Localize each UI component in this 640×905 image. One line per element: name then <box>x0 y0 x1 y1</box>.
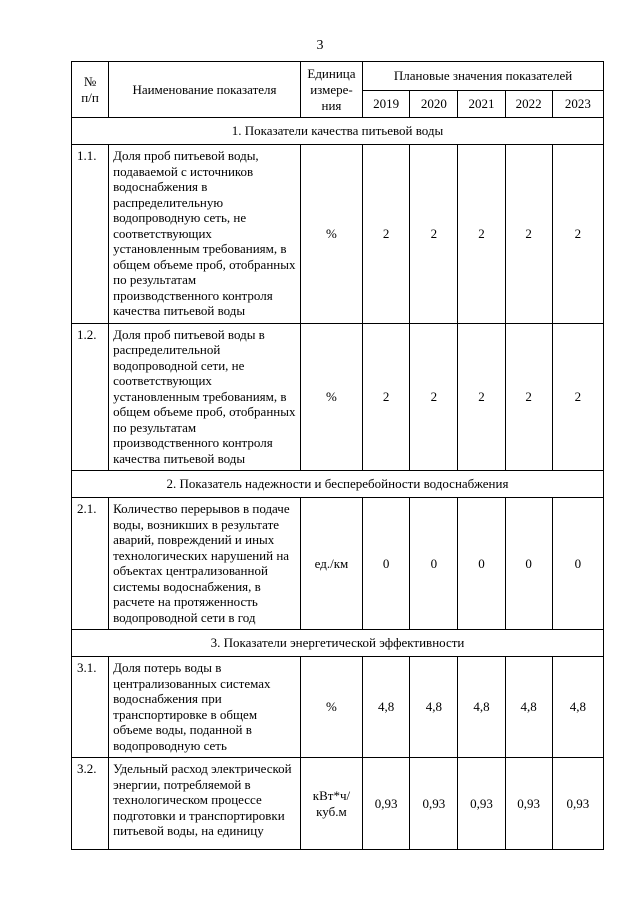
value-cell: 0 <box>363 498 410 630</box>
value-cell: 2 <box>410 323 458 471</box>
indicator-name: Доля проб питьевой воды, подаваемой с источников водоснабжения в распределительную водопроводную сеть, не соответствующих установленным требованиям, в общем объеме проб, отобранных по результатам производственного контроля качества питьевой воды <box>109 145 301 324</box>
header-year: 2023 <box>552 91 603 118</box>
header-unit: Единица измере-ния <box>300 62 362 118</box>
value-cell: 0,93 <box>552 758 603 850</box>
unit-cell: ед./км <box>300 498 362 630</box>
header-name: Наименование показателя <box>109 62 301 118</box>
value-cell: 4,8 <box>552 657 603 758</box>
table-row <box>72 758 604 850</box>
unit-cell: % <box>300 657 362 758</box>
section-row <box>72 118 604 145</box>
value-cell: 2 <box>363 145 410 324</box>
page-number: 3 <box>316 38 324 53</box>
unit-cell: % <box>300 323 362 471</box>
value-cell: 2 <box>505 323 552 471</box>
unit-cell: % <box>300 145 362 324</box>
value-cell: 2 <box>410 145 458 324</box>
header-year: 2022 <box>505 91 552 118</box>
value-cell: 2 <box>552 145 603 324</box>
section-title: 1. Показатели качества питьевой воды <box>72 118 604 145</box>
value-cell: 0 <box>505 498 552 630</box>
section-title: 2. Показатель надежности и бесперебойности водоснабжения <box>72 471 604 498</box>
value-cell: 0 <box>552 498 603 630</box>
value-cell: 0,93 <box>458 758 505 850</box>
unit-cell: кВт*ч/ куб.м <box>300 758 362 850</box>
row-number: 1.1. <box>72 145 109 324</box>
value-cell: 0,93 <box>505 758 552 850</box>
value-cell: 2 <box>458 323 505 471</box>
value-cell: 0,93 <box>363 758 410 850</box>
table-row <box>72 657 604 758</box>
header-planned: Плановые значения показателей <box>363 62 604 91</box>
value-cell: 0 <box>410 498 458 630</box>
value-cell: 4,8 <box>458 657 505 758</box>
row-number: 3.2. <box>72 758 109 850</box>
value-cell: 0 <box>458 498 505 630</box>
header-year: 2019 <box>363 91 410 118</box>
value-cell: 4,8 <box>410 657 458 758</box>
value-cell: 0,93 <box>410 758 458 850</box>
section-row <box>72 471 604 498</box>
value-cell: 2 <box>363 323 410 471</box>
value-cell: 4,8 <box>363 657 410 758</box>
row-number: 2.1. <box>72 498 109 630</box>
value-cell: 2 <box>505 145 552 324</box>
value-cell: 2 <box>552 323 603 471</box>
header-num: № п/п <box>72 62 109 118</box>
indicators-table <box>71 61 604 850</box>
table-row <box>72 498 604 630</box>
row-number: 3.1. <box>72 657 109 758</box>
table-row <box>72 145 604 324</box>
table-row <box>72 323 604 471</box>
row-number: 1.2. <box>72 323 109 471</box>
indicator-name: Удельный расход электрической энергии, потребляемой в технологическом процессе подготовки и транспортировки питьевой воды, на единицу <box>109 758 301 850</box>
header-year: 2020 <box>410 91 458 118</box>
indicator-name: Доля потерь воды в централизованных системах водоснабжения при транспортировке в общем объеме воды, поданной в водопроводную сеть <box>109 657 301 758</box>
indicator-name: Доля проб питьевой воды в распределительной водопроводной сети, не соответствующих установленным требованиям, в общем объеме проб, отобранных по результатам производственного контроля качества питьевой воды <box>109 323 301 471</box>
indicator-name: Количество перерывов в подаче воды, возникших в результате аварий, повреждений и иных технологических нарушений на объектах централизованной системы водоснабжения, в расчете на протяженность водопроводной сети в год <box>109 498 301 630</box>
value-cell: 4,8 <box>505 657 552 758</box>
section-row <box>72 630 604 657</box>
value-cell: 2 <box>458 145 505 324</box>
header-year: 2021 <box>458 91 505 118</box>
section-title: 3. Показатели энергетической эффективности <box>72 630 604 657</box>
